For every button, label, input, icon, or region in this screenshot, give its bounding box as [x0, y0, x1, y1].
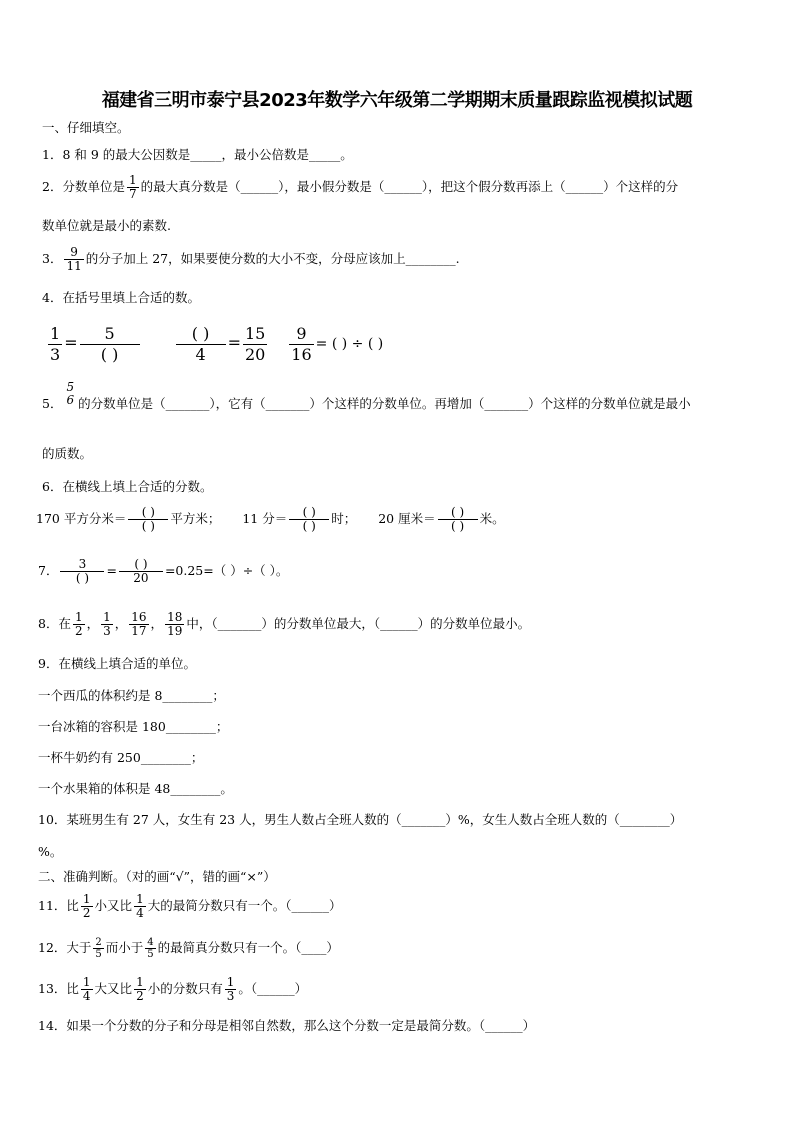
q4-e2-right-den: 20 — [244, 345, 266, 364]
q8-fraction-4 — [165, 611, 184, 638]
q6-item1-label: 170 平方分米＝ — [36, 511, 127, 526]
q11-text-3: 大的最简分数只有一个。（______） — [147, 898, 342, 913]
question-7 — [38, 558, 288, 585]
q12-text-1: 12．大于 — [38, 940, 92, 955]
question-5-line2: 的质数。 — [42, 446, 93, 461]
q5-prefix: 5． — [42, 396, 63, 411]
q8-frac4-den: 19 — [167, 624, 183, 638]
q8-frac1-num: 1 — [74, 610, 83, 624]
q9-line-4: 一个水果箱的体积是 48________。 — [38, 781, 233, 796]
q12-frac1-den: 5 — [95, 949, 102, 960]
q6-item2-label: 11 分＝ — [242, 511, 288, 526]
q7-fraction-1 — [60, 558, 104, 585]
q13-text-2: 大又比 — [94, 981, 133, 996]
q13-frac2-den: 2 — [136, 989, 144, 1003]
q9-line-2: 一台冰箱的容积是 180________； — [38, 719, 229, 734]
q4-e3-rest: = ( ) ÷ ( ) — [315, 336, 384, 352]
q12-fraction-1 — [93, 937, 103, 960]
q13-text-1: 13．比 — [38, 981, 79, 996]
q8-frac3-num: 16 — [131, 610, 147, 624]
q6-item3-unit: 米。 — [479, 511, 505, 526]
q2-frac-num: 1 — [128, 173, 137, 187]
q8-fraction-1 — [73, 611, 85, 638]
question-14: 14．如果一个分数的分子和分母是相邻自然数，那么这个分数一定是最简分数。（______） — [38, 1018, 536, 1033]
q6-item3-den: ( ) — [451, 519, 465, 533]
q6-item1-fraction — [128, 506, 168, 533]
question-2 — [42, 174, 678, 201]
q2-frac-den: 7 — [128, 187, 137, 201]
q8-prefix: 8．在 — [38, 616, 71, 631]
q9-line-3: 一杯牛奶约有 250________； — [38, 750, 204, 765]
question-3 — [42, 246, 460, 273]
question-4: 4．在括号里填上合适的数。 — [42, 290, 200, 305]
page-title: 福建省三明市泰宁县2023年数学六年级第二学期期末质量跟踪监视模拟试题 — [101, 90, 693, 111]
q13-fraction-3 — [225, 976, 237, 1003]
question-1: 1．8 和 9 的最大公因数是_____，最小公倍数是_____。 — [42, 147, 353, 162]
section-2-heading: 二、准确判断。（对的画“√”，错的画“×”） — [38, 869, 276, 884]
q5-frac-den: 6 — [66, 392, 75, 407]
q4-e2-eq: = — [227, 333, 241, 352]
q7-frac2-num: ( ) — [119, 558, 163, 572]
q6-item2-num: ( ) — [289, 506, 329, 520]
q7-frac2-den: 20 — [133, 571, 149, 585]
q13-fraction-1 — [81, 976, 93, 1003]
q4-e2-left — [176, 324, 226, 365]
q6-item3-fraction — [438, 506, 478, 533]
question-12 — [38, 937, 339, 960]
question-11 — [38, 893, 341, 920]
question-6: 6．在横线上填上合适的分数。 — [42, 479, 213, 494]
q6-item1-num: ( ) — [128, 506, 168, 520]
q4-e2-right — [243, 324, 267, 365]
question-8: 8．在 $\frac{1}{2}$ ， $\frac{1}{3}$ ， $\frac{16}{17}$ ， $\frac{18}{19}$ 中，（_______）的分数单位最大，（______）的分数单位最小。 — [38, 610, 531, 638]
q3-prefix: 3． — [42, 251, 63, 266]
q13-fraction-2 — [134, 976, 146, 1003]
q9-line-1: 一个西瓜的体积约是 8________； — [38, 688, 225, 703]
q4-e1-right-den: ( ) — [100, 345, 119, 364]
q12-text-3: 的最简真分数只有一个。（____） — [157, 940, 339, 955]
q11-text-1: 11．比 — [38, 898, 79, 913]
q13-frac3-den: 3 — [226, 989, 235, 1003]
q13-frac2-num: 1 — [136, 975, 144, 989]
q12-text-2: 而小于 — [105, 940, 144, 955]
q11-frac2-den: 4 — [136, 906, 144, 920]
q12-fraction-2 — [145, 937, 155, 960]
q12-frac2-num: 4 — [147, 937, 154, 948]
q4-e2-left-num: ( ) — [176, 324, 226, 345]
q5-suffix: 的分数单位是（_______），它有（_______）个这样的分数单位。再增加（_______）个这样的分数单位就是最小 — [78, 396, 691, 411]
q7-rest: =0.25=（ ）÷（ ）。 — [164, 563, 289, 578]
q13-frac1-den: 4 — [82, 989, 91, 1003]
q6-item3-label: 20 厘米＝ — [378, 511, 436, 526]
q4-e1-left-den: 3 — [50, 345, 61, 364]
q4-e1-eq: = — [64, 333, 78, 352]
q3-frac-den: 11 — [66, 259, 82, 273]
section-1-heading: 一、仔细填空。 — [42, 120, 130, 135]
q8-frac4-num: 18 — [167, 610, 183, 624]
q7-frac1-den: ( ) — [75, 571, 90, 585]
q7-eq: = — [106, 563, 117, 578]
question-2-line2: 数单位就是最小的素数. — [42, 218, 171, 233]
question-9: 9．在横线上填合适的单位。 — [38, 656, 196, 671]
q13-text-4: 。（______） — [238, 981, 308, 996]
q8-frac2-den: 3 — [103, 624, 111, 638]
q4-e3-left-num: 9 — [289, 324, 313, 345]
q8-frac2-num: 1 — [103, 610, 111, 624]
q6-items — [36, 506, 505, 533]
q12-frac1-num: 2 — [95, 937, 102, 948]
q4-e3-left — [289, 324, 313, 365]
q5-fraction — [64, 381, 76, 407]
q8-frac1-den: 2 — [74, 624, 83, 638]
q6-item1-unit: 平方米； — [170, 511, 221, 526]
q2-fraction — [127, 174, 139, 201]
q6-item2-unit: 时； — [331, 511, 357, 526]
q6-item2-fraction — [289, 506, 329, 533]
q3-frac-num: 9 — [64, 246, 83, 260]
q11-text-2: 小又比 — [94, 898, 133, 913]
question-13 — [38, 976, 307, 1003]
q8-frac3-den: 17 — [131, 624, 147, 638]
question-10: 10．某班男生有 27 人，女生有 23 人，男生人数占全班人数的（_______）%，女生人数占全班人数的（________） — [38, 812, 683, 827]
q13-frac3-num: 1 — [226, 975, 235, 989]
q6-item3-num: ( ) — [438, 506, 478, 520]
q7-prefix: 7． — [38, 563, 59, 578]
q4-e1-left — [48, 324, 62, 365]
q7-frac1-num: 3 — [60, 558, 104, 572]
question-5 — [42, 379, 691, 412]
q11-frac2-num: 1 — [136, 892, 144, 906]
q2-prefix: 2．分数单位是 — [42, 179, 125, 194]
q4-e2-left-den: 4 — [195, 345, 206, 364]
q4-equations — [46, 324, 383, 365]
q12-frac2-den: 5 — [147, 949, 154, 960]
q7-fraction-2 — [119, 558, 163, 585]
q3-suffix: 的分子加上 27，如果要使分数的大小不变，分母应该加上________. — [85, 251, 460, 266]
q11-frac1-num: 1 — [82, 892, 91, 906]
q8-suffix: 中，（_______）的分数单位最大，（______）的分数单位最小。 — [186, 616, 531, 631]
q5-frac-num: 5 — [66, 379, 75, 394]
q4-e1-left-num: 1 — [50, 324, 61, 343]
q8-fraction-3 — [129, 611, 148, 638]
q13-text-3: 小的分数只有 — [147, 981, 223, 996]
q2-suffix: 的最大真分数是（______），最小假分数是（______），把这个假分数再添上（______）个这样的分 — [140, 179, 679, 194]
q4-e2-right-num: 15 — [244, 324, 266, 343]
question-10-line2: %。 — [38, 844, 63, 859]
q3-fraction — [64, 246, 83, 273]
q4-e1-right — [80, 324, 140, 365]
q13-frac1-num: 1 — [82, 975, 91, 989]
q8-fraction-2 — [101, 611, 113, 638]
q4-e3-left-den: 16 — [291, 345, 312, 364]
q11-frac1-den: 2 — [82, 906, 91, 920]
q4-e1-right-num: 5 — [80, 324, 140, 345]
q6-item1-den: ( ) — [141, 519, 155, 533]
q11-fraction-1 — [81, 893, 93, 920]
q11-fraction-2 — [134, 893, 146, 920]
q6-item2-den: ( ) — [302, 519, 316, 533]
